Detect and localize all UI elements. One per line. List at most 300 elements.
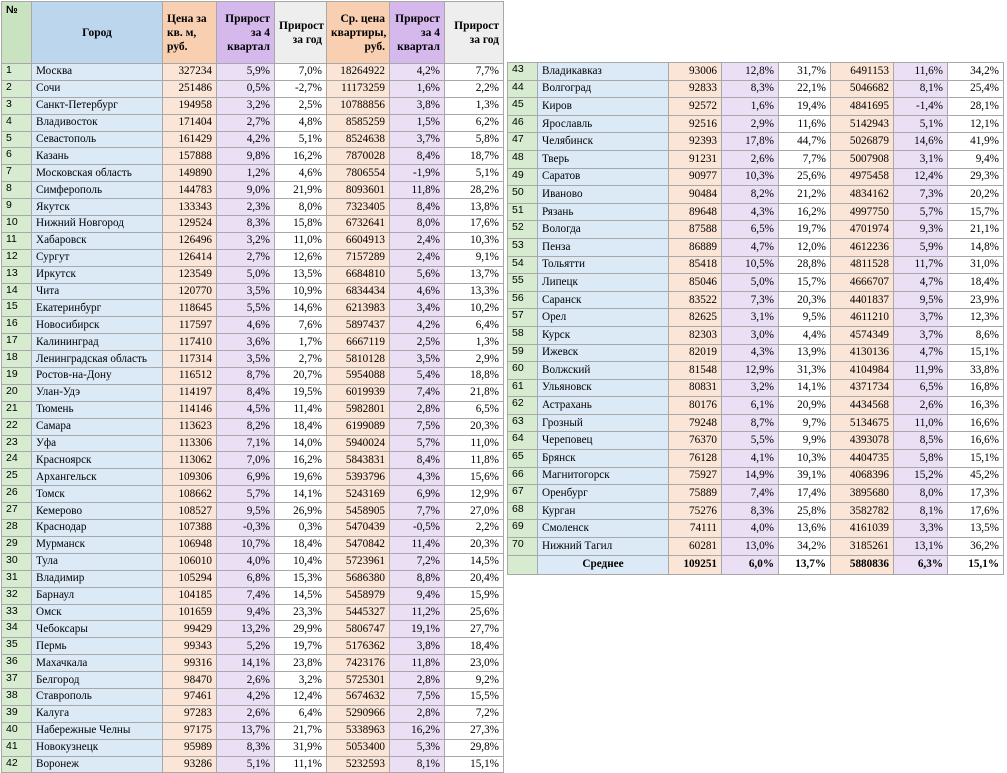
price-per-sqm: 82303 — [669, 326, 722, 344]
avg-apartment-price: 3895680 — [831, 485, 894, 503]
city-name: Архангельск — [32, 469, 163, 486]
row-number: 1 — [2, 64, 32, 81]
price-per-sqm: 114197 — [163, 384, 217, 401]
city-name: Набережные Челны — [32, 722, 163, 739]
avg-growth-year: 17,6% — [445, 216, 504, 233]
growth-year: 26,9% — [275, 503, 327, 520]
table-row — [508, 115, 1004, 133]
avg-growth-year: 2,2% — [445, 520, 504, 537]
avg-growth-year: 14,8% — [948, 238, 1004, 256]
table-row — [2, 249, 504, 266]
row-number: 55 — [508, 274, 538, 292]
avg-growth-year: 29,3% — [948, 168, 1004, 186]
avg-growth-year: 28,2% — [445, 182, 504, 199]
row-number: 63 — [508, 414, 538, 432]
avg-growth-year: 10,3% — [445, 232, 504, 249]
table-row — [2, 570, 504, 587]
growth-q4: 6,8% — [217, 570, 275, 587]
row-number: 69 — [508, 520, 538, 538]
price-per-sqm: 97461 — [163, 688, 217, 705]
growth-year: 16,2% — [779, 203, 831, 221]
growth-q4: 3,6% — [217, 334, 275, 351]
avg-growth-q4: 8,1% — [390, 756, 445, 773]
price-per-sqm: 101659 — [163, 604, 217, 621]
growth-q4: 6,1% — [722, 397, 779, 415]
table-row — [2, 148, 504, 165]
table-row — [508, 379, 1004, 397]
city-name: Среднее — [538, 555, 669, 574]
table-row — [2, 131, 504, 148]
row-number: 33 — [2, 604, 32, 621]
avg-apartment-price: 5982801 — [327, 401, 390, 418]
avg-apartment-price: 5142943 — [831, 115, 894, 133]
growth-q4: 8,2% — [217, 418, 275, 435]
table-row — [2, 114, 504, 131]
avg-growth-year: 25,6% — [445, 604, 504, 621]
city-name: Рязань — [538, 203, 669, 221]
avg-growth-q4: 9,5% — [894, 291, 948, 309]
row-number: 66 — [508, 467, 538, 485]
avg-apartment-price: 5338963 — [327, 722, 390, 739]
row-number: 48 — [508, 150, 538, 168]
avg-apartment-price: 5176362 — [327, 638, 390, 655]
city-name: Нижний Новгород — [32, 216, 163, 233]
growth-year: 11,1% — [275, 756, 327, 773]
avg-apartment-price: 5843831 — [327, 452, 390, 469]
left-table-body — [2, 64, 504, 773]
growth-year: 21,9% — [275, 182, 327, 199]
city-name: Ростов-на-Дону — [32, 368, 163, 385]
table-row — [2, 739, 504, 756]
row-number: 49 — [508, 168, 538, 186]
price-per-sqm: 75276 — [669, 502, 722, 520]
avg-growth-year: 9,4% — [948, 150, 1004, 168]
avg-apartment-price: 5725301 — [327, 672, 390, 689]
avg-growth-year: 20,3% — [445, 418, 504, 435]
city-name: Владимир — [32, 570, 163, 587]
growth-q4: 5,1% — [217, 756, 275, 773]
avg-growth-q4: 15,2% — [894, 467, 948, 485]
growth-q4: 12,9% — [722, 362, 779, 380]
table-row — [2, 756, 504, 773]
avg-growth-q4: 8,1% — [894, 502, 948, 520]
avg-growth-year: 15,5% — [445, 688, 504, 705]
avg-growth-q4: 3,8% — [390, 97, 445, 114]
row-number: 60 — [508, 362, 538, 380]
city-name: Ярославль — [538, 115, 669, 133]
city-name: Грозный — [538, 414, 669, 432]
growth-year: 4,6% — [275, 165, 327, 182]
table-row — [2, 64, 504, 81]
row-number: 31 — [2, 570, 32, 587]
avg-growth-q4: 3,7% — [894, 309, 948, 327]
city-name: Калуга — [32, 705, 163, 722]
avg-growth-year: 20,3% — [445, 536, 504, 553]
avg-growth-year: 16,8% — [948, 379, 1004, 397]
row-number: 26 — [2, 486, 32, 503]
price-per-sqm: 97283 — [163, 705, 217, 722]
row-number: 11 — [2, 232, 32, 249]
table-row — [2, 452, 504, 469]
row-number: 5 — [2, 131, 32, 148]
avg-growth-year: 12,3% — [948, 309, 1004, 327]
city-name: Череповец — [538, 432, 669, 450]
avg-growth-year: 18,4% — [948, 274, 1004, 292]
row-number: 39 — [2, 705, 32, 722]
city-name: Магнитогорск — [538, 467, 669, 485]
row-number: 58 — [508, 326, 538, 344]
avg-growth-q4: 4,7% — [894, 274, 948, 292]
avg-growth-q4: 6,3% — [894, 555, 948, 574]
price-per-sqm: 194958 — [163, 97, 217, 114]
avg-growth-year: 16,6% — [948, 414, 1004, 432]
growth-year: 3,2% — [275, 672, 327, 689]
avg-growth-year: 11,0% — [445, 435, 504, 452]
avg-growth-year: 15,9% — [445, 587, 504, 604]
growth-q4: 8,3% — [722, 80, 779, 98]
avg-apartment-price: 4401837 — [831, 291, 894, 309]
table-row — [2, 401, 504, 418]
growth-q4: 3,5% — [217, 351, 275, 368]
price-per-sqm: 92516 — [669, 115, 722, 133]
table-row — [2, 418, 504, 435]
avg-apartment-price: 5806747 — [327, 621, 390, 638]
table-row — [508, 362, 1004, 380]
city-name: Тверь — [538, 150, 669, 168]
ranking-table-left — [1, 1, 504, 773]
table-row — [2, 688, 504, 705]
table-row — [2, 638, 504, 655]
growth-year: 23,3% — [275, 604, 327, 621]
growth-year: 22,1% — [779, 80, 831, 98]
row-number: 50 — [508, 186, 538, 204]
row-number: 17 — [2, 334, 32, 351]
avg-apartment-price: 5134675 — [831, 414, 894, 432]
avg-growth-year: 1,3% — [445, 334, 504, 351]
avg-growth-year: 15,1% — [948, 344, 1004, 362]
city-name: Иваново — [538, 186, 669, 204]
growth-q4: 2,3% — [217, 199, 275, 216]
table-row — [508, 414, 1004, 432]
avg-growth-year: 7,2% — [445, 705, 504, 722]
growth-q4: 4,7% — [722, 238, 779, 256]
city-name: Орел — [538, 309, 669, 327]
growth-year: 15,3% — [275, 570, 327, 587]
table-row — [508, 274, 1004, 292]
avg-apartment-price: 5880836 — [831, 555, 894, 574]
avg-apartment-price: 4574349 — [831, 326, 894, 344]
avg-apartment-price: 5445327 — [327, 604, 390, 621]
avg-growth-q4: 5,7% — [390, 435, 445, 452]
growth-year: 0,3% — [275, 520, 327, 537]
avg-growth-year: 16,3% — [948, 397, 1004, 415]
avg-growth-year: 2,9% — [445, 351, 504, 368]
table-row — [2, 368, 504, 385]
growth-year: 44,7% — [779, 133, 831, 151]
avg-growth-q4: -1,9% — [390, 165, 445, 182]
growth-year: 9,9% — [779, 432, 831, 450]
table-row — [2, 655, 504, 672]
growth-q4: 5,0% — [722, 274, 779, 292]
price-per-sqm: 113306 — [163, 435, 217, 452]
growth-q4: 8,3% — [722, 502, 779, 520]
avg-growth-q4: 8,0% — [894, 485, 948, 503]
table-row — [2, 334, 504, 351]
avg-growth-year: 13,5% — [948, 520, 1004, 538]
growth-year: 16,2% — [275, 148, 327, 165]
avg-apartment-price: 3185261 — [831, 538, 894, 556]
city-name: Екатеринбург — [32, 300, 163, 317]
city-name: Челябинск — [538, 133, 669, 151]
avg-growth-q4: 3,1% — [894, 150, 948, 168]
city-name: Хабаровск — [32, 232, 163, 249]
growth-year: 9,5% — [779, 309, 831, 327]
city-name: Пермь — [32, 638, 163, 655]
avg-growth-year: 36,2% — [948, 538, 1004, 556]
growth-year: 12,6% — [275, 249, 327, 266]
avg-apartment-price: 5723961 — [327, 553, 390, 570]
row-number: 34 — [2, 621, 32, 638]
header-row — [2, 2, 504, 64]
growth-year: 20,9% — [779, 397, 831, 415]
avg-apartment-price: 5007908 — [831, 150, 894, 168]
growth-q4: 2,7% — [217, 249, 275, 266]
growth-year: 31,3% — [779, 362, 831, 380]
growth-q4: 4,0% — [217, 553, 275, 570]
price-per-sqm: 126496 — [163, 232, 217, 249]
price-per-sqm: 74111 — [669, 520, 722, 538]
avg-growth-year: 15,1% — [445, 756, 504, 773]
table-row — [2, 486, 504, 503]
avg-apartment-price: 4404735 — [831, 450, 894, 468]
row-number: 13 — [2, 266, 32, 283]
growth-year: 19,6% — [275, 469, 327, 486]
row-number: 7 — [2, 165, 32, 182]
city-name: Казань — [32, 148, 163, 165]
avg-apartment-price: 6199089 — [327, 418, 390, 435]
avg-growth-q4: 5,8% — [894, 450, 948, 468]
growth-q4: 9,8% — [217, 148, 275, 165]
growth-year: 31,9% — [275, 739, 327, 756]
avg-apartment-price: 6491153 — [831, 63, 894, 81]
growth-q4: 1,6% — [722, 98, 779, 116]
growth-q4: 4,6% — [217, 317, 275, 334]
table-row — [508, 133, 1004, 151]
growth-year: 14,0% — [275, 435, 327, 452]
table-row — [2, 216, 504, 233]
row-number: 24 — [2, 452, 32, 469]
price-per-sqm: 82019 — [669, 344, 722, 362]
avg-growth-year: 21,1% — [948, 221, 1004, 239]
avg-growth-q4: 7,5% — [390, 688, 445, 705]
avg-growth-year: 7,7% — [445, 64, 504, 81]
city-name: Новокузнецк — [32, 739, 163, 756]
city-name: Якутск — [32, 199, 163, 216]
price-per-sqm: 93006 — [669, 63, 722, 81]
row-number: 43 — [508, 63, 538, 81]
city-name: Белгород — [32, 672, 163, 689]
price-per-sqm: 144783 — [163, 182, 217, 199]
growth-year: 10,4% — [275, 553, 327, 570]
avg-growth-year: 27,7% — [445, 621, 504, 638]
city-name: Курган — [538, 502, 669, 520]
row-number: 15 — [2, 300, 32, 317]
avg-growth-q4: 5,7% — [894, 203, 948, 221]
city-name: Симферополь — [32, 182, 163, 199]
growth-year: 13,7% — [779, 555, 831, 574]
price-per-sqm: 95989 — [163, 739, 217, 756]
avg-growth-q4: 11,2% — [390, 604, 445, 621]
avg-apartment-price: 6667119 — [327, 334, 390, 351]
avg-growth-q4: 6,5% — [894, 379, 948, 397]
growth-year: 14,1% — [275, 486, 327, 503]
growth-q4: 2,9% — [722, 115, 779, 133]
price-per-sqm: 82625 — [669, 309, 722, 327]
right-table-body — [508, 63, 1004, 575]
table-row — [2, 604, 504, 621]
price-per-sqm: 81548 — [669, 362, 722, 380]
avg-growth-q4: 8,1% — [894, 80, 948, 98]
row-number: 47 — [508, 133, 538, 151]
avg-growth-year: 15,1% — [948, 450, 1004, 468]
row-number: 27 — [2, 503, 32, 520]
price-per-sqm: 107388 — [163, 520, 217, 537]
growth-q4: 3,2% — [217, 232, 275, 249]
avg-growth-q4: 3,3% — [894, 520, 948, 538]
growth-year: 2,5% — [275, 97, 327, 114]
growth-year: 6,4% — [275, 705, 327, 722]
price-per-sqm: 157888 — [163, 148, 217, 165]
avg-growth-q4: 4,2% — [390, 317, 445, 334]
price-per-sqm: 99429 — [163, 621, 217, 638]
row-number: 35 — [2, 638, 32, 655]
avg-growth-year: 18,7% — [445, 148, 504, 165]
city-name: Саранск — [538, 291, 669, 309]
avg-growth-year: 17,3% — [948, 485, 1004, 503]
table-row — [2, 165, 504, 182]
avg-apartment-price: 4130136 — [831, 344, 894, 362]
table-row — [508, 326, 1004, 344]
price-per-sqm: 97175 — [163, 722, 217, 739]
avg-growth-q4: 8,5% — [894, 432, 948, 450]
table-row — [508, 80, 1004, 98]
growth-q4: 2,6% — [722, 150, 779, 168]
avg-growth-year: 6,5% — [445, 401, 504, 418]
avg-growth-q4: 3,5% — [390, 351, 445, 368]
table-row — [2, 520, 504, 537]
avg-apartment-price: 5674632 — [327, 688, 390, 705]
row-number: 10 — [2, 216, 32, 233]
table-row — [2, 317, 504, 334]
header-num: № — [2, 2, 32, 64]
avg-growth-q4: 14,6% — [894, 133, 948, 151]
table-row — [508, 63, 1004, 81]
avg-apartment-price: 4068396 — [831, 467, 894, 485]
growth-q4: 5,5% — [722, 432, 779, 450]
city-name: Киров — [538, 98, 669, 116]
avg-apartment-price: 5470842 — [327, 536, 390, 553]
price-per-sqm: 161429 — [163, 131, 217, 148]
avg-growth-year: 6,4% — [445, 317, 504, 334]
row-number: 65 — [508, 450, 538, 468]
header-price: Цена за кв. м, руб. — [163, 2, 217, 64]
city-name: Ленинградская область — [32, 351, 163, 368]
table-row — [2, 80, 504, 97]
price-per-sqm: 90977 — [669, 168, 722, 186]
avg-apartment-price: 8524638 — [327, 131, 390, 148]
row-number: 8 — [2, 182, 32, 199]
table-row — [508, 168, 1004, 186]
growth-year: 12,4% — [275, 688, 327, 705]
growth-year: 14,1% — [779, 379, 831, 397]
row-number: 38 — [2, 688, 32, 705]
growth-year: 19,4% — [779, 98, 831, 116]
growth-q4: 2,6% — [217, 672, 275, 689]
city-name: Барнаул — [32, 587, 163, 604]
avg-apartment-price: 5458905 — [327, 503, 390, 520]
avg-growth-year: 20,4% — [445, 570, 504, 587]
avg-growth-year: 16,6% — [948, 432, 1004, 450]
city-name: Чебоксары — [32, 621, 163, 638]
growth-year: 21,2% — [779, 186, 831, 204]
row-number: 45 — [508, 98, 538, 116]
growth-year: 19,5% — [275, 384, 327, 401]
avg-apartment-price: 7157289 — [327, 249, 390, 266]
row-number: 22 — [2, 418, 32, 435]
avg-growth-q4: 8,8% — [390, 570, 445, 587]
avg-growth-q4: 5,9% — [894, 238, 948, 256]
table-row — [508, 186, 1004, 204]
avg-growth-q4: 5,1% — [894, 115, 948, 133]
price-per-sqm: 99316 — [163, 655, 217, 672]
avg-growth-year: 2,2% — [445, 80, 504, 97]
avg-apartment-price: 4701974 — [831, 221, 894, 239]
avg-growth-q4: 3,7% — [390, 131, 445, 148]
avg-growth-q4: 2,8% — [390, 401, 445, 418]
city-name: Красноярск — [32, 452, 163, 469]
price-per-sqm: 113062 — [163, 452, 217, 469]
growth-year: 34,2% — [779, 538, 831, 556]
avg-growth-year: 27,3% — [445, 722, 504, 739]
price-per-sqm: 75927 — [669, 467, 722, 485]
city-name: Курск — [538, 326, 669, 344]
growth-year: 13,9% — [779, 344, 831, 362]
city-name: Улан-Удэ — [32, 384, 163, 401]
price-per-sqm: 91231 — [669, 150, 722, 168]
row-number: 70 — [508, 538, 538, 556]
growth-q4: 5,5% — [217, 300, 275, 317]
table-row — [508, 538, 1004, 556]
growth-q4: 8,4% — [217, 384, 275, 401]
growth-year: 18,4% — [275, 536, 327, 553]
row-number: 25 — [2, 469, 32, 486]
avg-growth-q4: 11,9% — [894, 362, 948, 380]
growth-q4: 5,0% — [217, 266, 275, 283]
growth-q4: 14,1% — [217, 655, 275, 672]
row-number: 54 — [508, 256, 538, 274]
row-number: 68 — [508, 502, 538, 520]
table-row — [2, 503, 504, 520]
row-number: 46 — [508, 115, 538, 133]
growth-year: 15,8% — [275, 216, 327, 233]
avg-apartment-price: 4434568 — [831, 397, 894, 415]
table-row — [508, 467, 1004, 485]
row-number: 18 — [2, 351, 32, 368]
growth-q4: 5,2% — [217, 638, 275, 655]
avg-growth-q4: 2,5% — [390, 334, 445, 351]
avg-growth-year: 31,0% — [948, 256, 1004, 274]
avg-growth-year: 18,8% — [445, 368, 504, 385]
